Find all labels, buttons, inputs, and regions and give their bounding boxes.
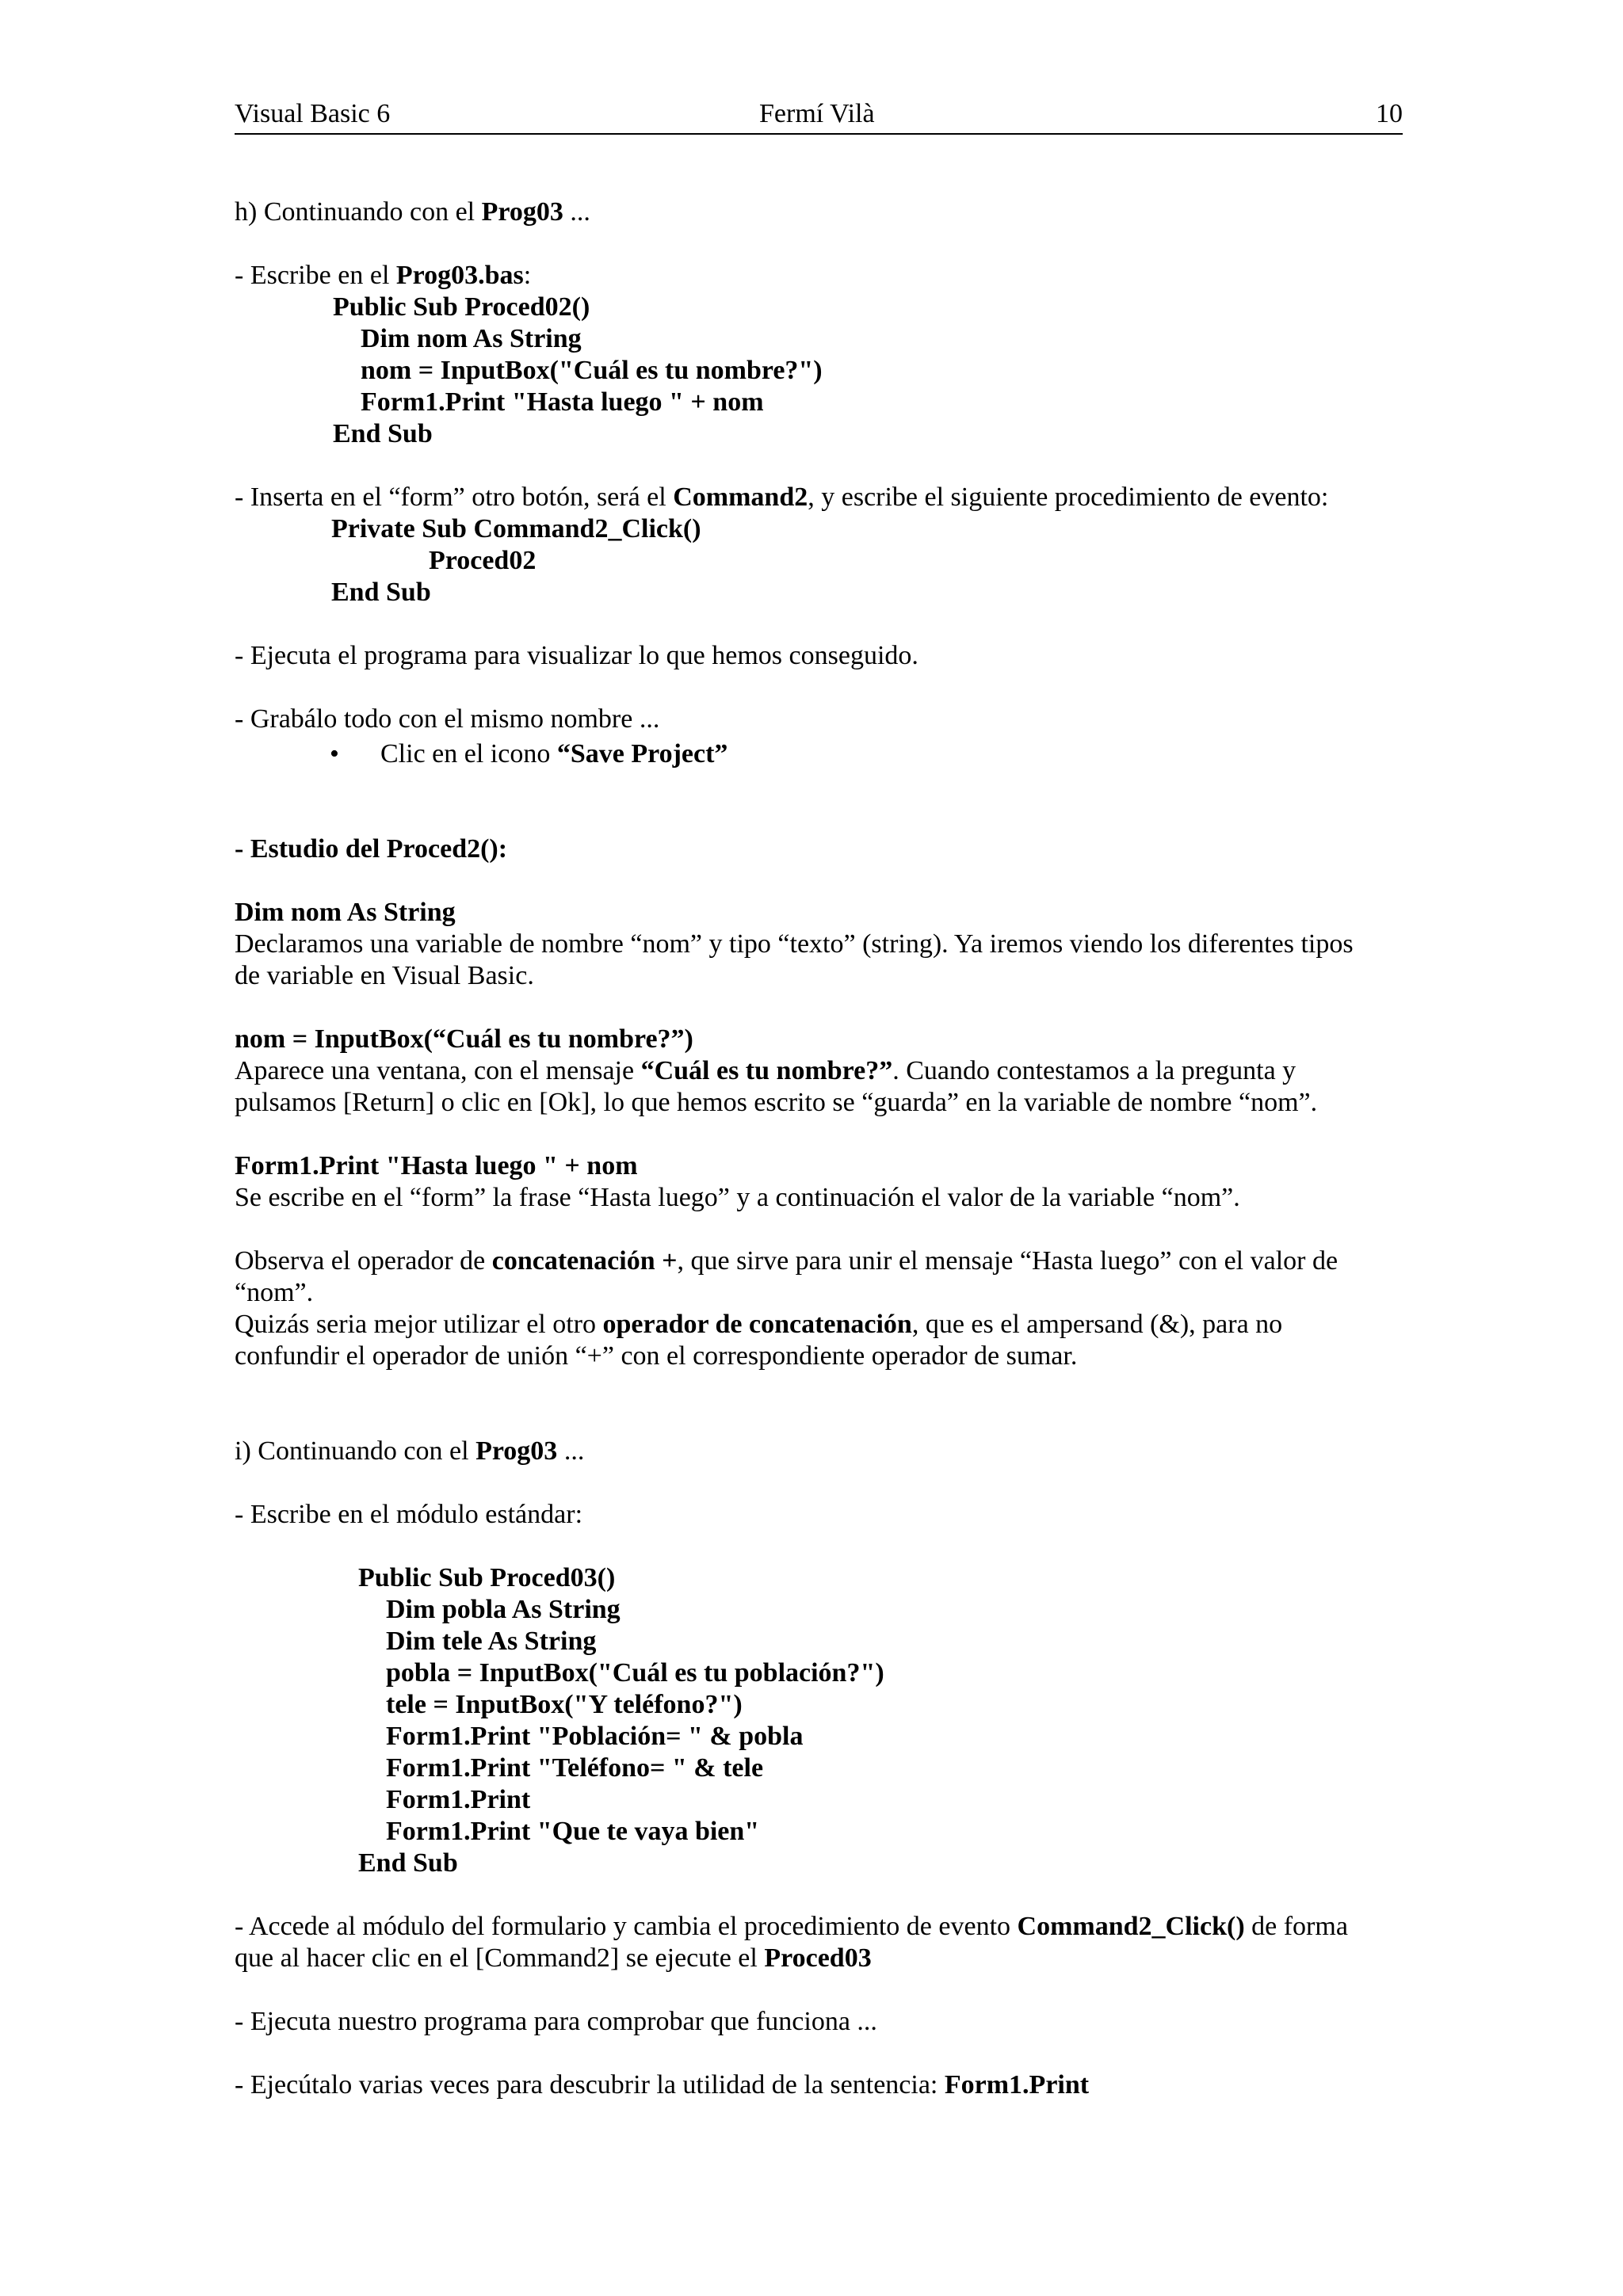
bold-text: Form1.Print "Hasta luego " + nom bbox=[361, 387, 764, 417]
bold-text: Form1.Print "Hasta luego " + nom bbox=[235, 1151, 638, 1180]
text-run: confundir el operador de unión “+” con el correspondiente operador de sumar. bbox=[235, 1341, 1078, 1371]
bold-text: Private Sub Command2_Click() bbox=[331, 514, 701, 543]
bold-text: Form1.Print bbox=[386, 1785, 531, 1814]
page-header bbox=[235, 98, 1403, 135]
bold-text: “Cuál es tu nombre?” bbox=[640, 1056, 893, 1085]
bold-text: Dim pobla As String bbox=[386, 1595, 621, 1624]
bold-text: Command2 bbox=[673, 482, 808, 512]
text-line-code3-10 bbox=[358, 1848, 458, 1879]
page-number: 10 bbox=[1376, 99, 1403, 128]
text-run: pulsamos [Return] o clic en [Ok], lo que hemos escrito se “guarda” en la variable de nombre “nom”. bbox=[235, 1088, 1318, 1117]
text-line-h-intro bbox=[235, 196, 590, 228]
text-run: , que sirve para unir el mensaje “Hasta luego” con el valor de bbox=[677, 1246, 1338, 1276]
text-line-code3-1 bbox=[358, 1562, 615, 1594]
bold-text: End Sub bbox=[333, 419, 433, 448]
text-line-code3-8 bbox=[386, 1784, 530, 1816]
text-line-code1-1 bbox=[333, 292, 590, 323]
text-run: i) Continuando con el bbox=[235, 1436, 476, 1466]
text-line-aparece-2 bbox=[235, 1087, 1317, 1119]
text-line-code1-5 bbox=[333, 418, 433, 450]
text-run: Quizás seria mejor utilizar el otro bbox=[235, 1310, 603, 1339]
bold-text: operador de concatenación bbox=[602, 1310, 912, 1339]
text-run: , y escribe el siguiente procedimiento de evento: bbox=[808, 482, 1329, 512]
bold-text: concatenación + bbox=[491, 1246, 678, 1276]
text-line-escribe-bas bbox=[235, 260, 531, 292]
text-line-quizas-2 bbox=[235, 1341, 1077, 1372]
text-run: - Ejecuta nuestro programa para comprobar que funciona ... bbox=[235, 2007, 877, 2036]
bold-text: pobla = InputBox("Cuál es tu población?") bbox=[386, 1658, 884, 1688]
text-run: Declaramos una variable de nombre “nom” y tipo “texto” (string). Ya iremos viendo los diferentes tipos bbox=[235, 929, 1354, 959]
text-run: que al hacer clic en el [Command2] se ejecute el bbox=[235, 1943, 765, 1973]
text-line-code2-2 bbox=[429, 545, 536, 577]
text-run: Clic en el icono bbox=[380, 739, 557, 769]
text-line-bullet-text bbox=[380, 738, 727, 770]
text-line-estudio bbox=[235, 833, 507, 865]
text-line-code3-9 bbox=[386, 1816, 759, 1848]
bold-text: Public Sub Proced03() bbox=[358, 1563, 616, 1592]
text-line-code3-4 bbox=[386, 1657, 884, 1689]
text-line-code1-2 bbox=[361, 323, 582, 355]
bold-text: tele = InputBox("Y teléfono?") bbox=[386, 1690, 743, 1719]
text-run: - Ejecuta el programa para visualizar lo que hemos conseguido. bbox=[235, 641, 918, 670]
bold-text: Public Sub Proced02() bbox=[333, 292, 590, 322]
text-line-escribe-modulo bbox=[235, 1499, 582, 1531]
text-line-code3-5 bbox=[386, 1689, 743, 1721]
text-line-quizas-1 bbox=[235, 1309, 1282, 1341]
text-line-inserta bbox=[235, 482, 1328, 513]
text-line-code1-4 bbox=[361, 387, 764, 418]
text-line-aparece-1 bbox=[235, 1055, 1296, 1087]
text-line-code3-6 bbox=[386, 1721, 804, 1753]
bold-text: Prog03 bbox=[475, 1436, 558, 1466]
text-line-se-escribe bbox=[235, 1182, 1240, 1214]
text-line-code3-3 bbox=[386, 1626, 596, 1657]
text-line-code3-7 bbox=[386, 1753, 763, 1784]
text-line-code2-3 bbox=[331, 577, 431, 608]
bold-text: Dim tele As String bbox=[386, 1627, 597, 1656]
text-run: - Inserta en el “form” otro botón, será el bbox=[235, 482, 674, 512]
text-line-ejecutalo bbox=[235, 2069, 1089, 2101]
header-title: Visual Basic 6 bbox=[235, 99, 391, 128]
text-run: , que es el ampersand (&), para no bbox=[911, 1310, 1283, 1339]
text-line-declaramos-1 bbox=[235, 929, 1354, 960]
bold-text: “Save Project” bbox=[556, 739, 728, 769]
bold-text: Form1.Print "Teléfono= " & tele bbox=[386, 1753, 764, 1783]
text-run: - Accede al módulo del formulario y cambia el procedimiento de evento bbox=[235, 1912, 1018, 1941]
bold-text: Prog03 bbox=[481, 197, 563, 227]
text-run: Se escribe en el “form” la frase “Hasta luego” y a continuación el valor de la variable “nom”. bbox=[235, 1183, 1240, 1212]
text-run: - Grabálo todo con el mismo nombre ... bbox=[235, 704, 660, 734]
text-run: de forma bbox=[1244, 1912, 1348, 1941]
text-run: h) Continuando con el bbox=[235, 197, 482, 227]
text-line-form-print bbox=[235, 1150, 638, 1182]
text-run: Aparece una ventana, con el mensaje bbox=[235, 1056, 641, 1085]
text-run: : bbox=[523, 261, 532, 290]
text-line-nom-inputbox bbox=[235, 1024, 693, 1055]
bold-text: Form1.Print "Población= " & pobla bbox=[386, 1722, 804, 1751]
text-line-observa-1 bbox=[235, 1245, 1338, 1277]
text-run: - Escribe en el módulo estándar: bbox=[235, 1500, 583, 1529]
bold-text: Proced03 bbox=[764, 1943, 872, 1973]
text-run: - Ejecútalo varias veces para descubrir la utilidad de la sentencia: bbox=[235, 2070, 945, 2100]
bold-text: Prog03.bas bbox=[395, 261, 524, 290]
text-line-accede-2 bbox=[235, 1943, 872, 1974]
text-run: Observa el operador de bbox=[235, 1246, 492, 1276]
text-run: ... bbox=[557, 1436, 585, 1466]
text-run: “nom”. bbox=[235, 1278, 314, 1307]
header-author: Fermí Vilà bbox=[759, 99, 875, 128]
bold-text: End Sub bbox=[331, 578, 431, 607]
text-line-ejecuta2 bbox=[235, 2006, 877, 2038]
text-line-i-intro bbox=[235, 1436, 584, 1467]
text-line-ejecuta1 bbox=[235, 640, 918, 672]
bold-text: Command2_Click() bbox=[1017, 1912, 1245, 1941]
text-line-dim-nom bbox=[235, 897, 456, 929]
bold-text: Proced02 bbox=[429, 546, 537, 575]
bullet-icon: • bbox=[330, 739, 339, 769]
text-run: ... bbox=[563, 197, 590, 227]
bold-text: - Estudio del Proced2(): bbox=[235, 834, 508, 864]
bold-text: Form1.Print "Que te vaya bien" bbox=[386, 1817, 760, 1846]
text-run: . Cuando contestamos a la pregunta y bbox=[892, 1056, 1296, 1085]
text-run: - Escribe en el bbox=[235, 261, 396, 290]
text-line-accede-1 bbox=[235, 1911, 1348, 1943]
text-line-code2-1 bbox=[331, 513, 701, 545]
bold-text: Dim nom As String bbox=[361, 324, 582, 353]
text-run: de variable en Visual Basic. bbox=[235, 961, 534, 990]
text-line-code3-2 bbox=[386, 1594, 621, 1626]
bold-text: nom = InputBox("Cuál es tu nombre?") bbox=[361, 356, 823, 385]
bold-text: Form1.Print bbox=[944, 2070, 1090, 2100]
text-line-grabalo bbox=[235, 704, 659, 735]
text-line-observa-2 bbox=[235, 1277, 313, 1309]
bold-text: Dim nom As String bbox=[235, 898, 456, 927]
bold-text: End Sub bbox=[358, 1848, 458, 1878]
text-line-code1-3 bbox=[361, 355, 823, 387]
text-line-declaramos-2 bbox=[235, 960, 534, 992]
bold-text: nom = InputBox(“Cuál es tu nombre?”) bbox=[235, 1024, 693, 1054]
